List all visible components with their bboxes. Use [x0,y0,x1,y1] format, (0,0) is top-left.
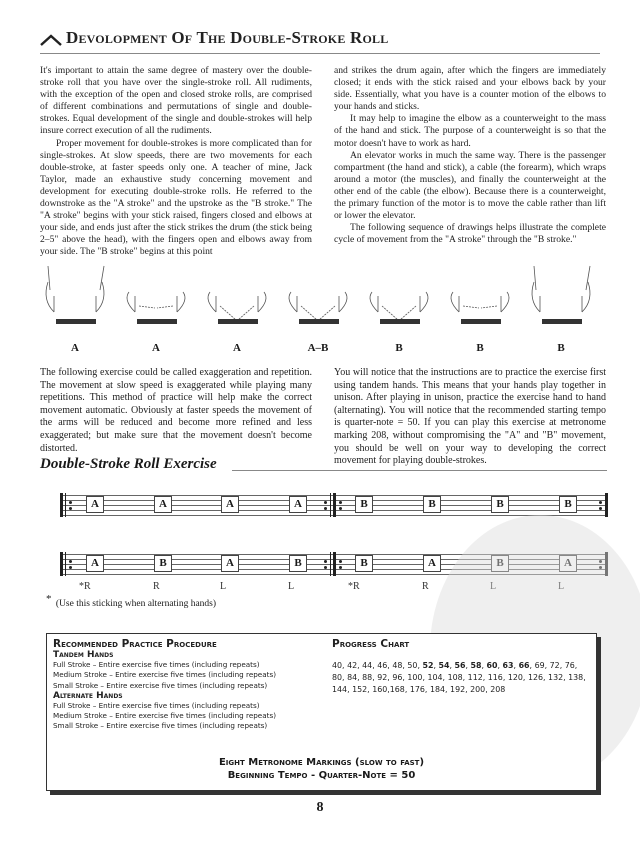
metronome-value: 48 [392,661,403,670]
drum-pad [542,319,582,324]
barline [330,493,331,517]
exercise-heading-rule [232,470,607,471]
tandem-item: Small Stroke – Entire exercise five times (including repeats) [53,680,268,690]
metronome-value: 52 [422,661,434,670]
stroke-label: A [233,342,241,354]
metronome-value: 138 [568,673,584,682]
repeat-dot [69,507,72,510]
arms-drawing-icon [40,262,110,322]
sticking-label: L [288,581,295,592]
intro-paragraph: The following sequence of drawings helps illustrate the complete cycle of movement from the "A stroke" through the "B stroke." [334,222,606,246]
stroke-figure [283,262,353,362]
metronome-value: 54 [438,661,450,670]
repeat-dot [339,501,342,504]
metronome-value: 76 [564,661,575,670]
metronome-value: 200 [470,685,486,694]
practice-procedure-box [46,633,597,791]
stroke-note: B [491,496,509,513]
metronome-summary [47,756,596,782]
page-title: Devolopment Of The Double-Stroke Roll [66,28,389,47]
stroke-label: B [395,342,403,354]
metronome-value: 144 [332,685,348,694]
drum-pad [380,319,420,324]
stroke-note: B [423,496,441,513]
exercise-intro-paragraph: You will notice that the instructions are to practice the exercise first using tandem hands. This means that your hands play together in unison. After playing in unison, practice the exercise hand to hand (alternating). You will notice that the recommended starting tempo is quarter-note = 50. If you can play this exercise at metronome marking 208, without compromising the "A" and "B" movement, you should be well on your way to developing the correct movement for playing double-strokes. [334,367,606,467]
metronome-markings-line: Eight Metronome Markings (slow to fast) [218,757,425,768]
stroke-label: B [476,342,484,354]
metronome-value: 60 [486,661,498,670]
barline [333,552,336,576]
metronome-value: 116 [487,673,503,682]
staff-tandem [60,493,608,517]
stroke-figure [445,262,515,362]
alternate-item: Medium Stroke – Entire exercise five times (including repeats) [53,711,277,721]
repeat-dot [599,560,602,563]
repeat-dot [324,560,327,563]
page-header [40,28,600,54]
alternate-item: Small Stroke – Entire exercise five times (including repeats) [53,721,268,731]
stroke-figure [202,262,272,362]
stroke-note: A [289,496,307,513]
arms-drawing-icon [526,262,596,322]
barline [60,493,63,517]
repeat-dot [339,507,342,510]
arms-drawing-icon [283,262,353,322]
metronome-value: 208 [490,685,506,694]
metronome-value: 120 [507,673,523,682]
stroke-note: A [154,496,172,513]
exercise-intro-paragraph: The following exercise could be called exaggeration and repetition. The movement at slow speed is exaggerated while playing many repetitions. This method of practice will help make the correct movement automatic. Obviously at faster speeds the movement of the arms will be reduced and become more refined and less exaggerated; but make sure that the movement doesn't become distorted. [40,367,312,454]
metronome-value: 42 [347,661,358,670]
stroke-note: B [355,555,373,572]
stroke-note: A [559,555,577,572]
barline [65,552,66,576]
metronome-value: 160 [372,685,388,694]
metronome-value: 58 [470,661,482,670]
tandem-hands-title: Tandem Hands [53,650,114,660]
staff-alternate [60,552,608,576]
barline [65,493,66,517]
intro-column-right [334,65,606,246]
arms-drawing-icon [121,262,191,322]
stroke-figure [121,262,191,362]
intro-column-left [40,65,312,259]
metronome-value: 46 [377,661,388,670]
exercise-intro-left [40,367,312,455]
stroke-note: A [221,555,239,572]
sticking-label: *R [79,581,91,592]
metronome-value: 96 [392,673,403,682]
repeat-dot [599,501,602,504]
repeat-dot [69,560,72,563]
drum-pad [137,319,177,324]
metronome-value: 132 [548,673,564,682]
metronome-value: 100 [407,673,423,682]
intro-paragraph: An elevator works in much the same way. There is the passenger compartment (the hand and stick), a cable (the forearm), which wraps around a motor (the muscles), and finally the counterweight at the other end of the cable (the elbow). Because there is a counterweight, the primary function of the motor is to move the cable rather than lift or lower the elevator. [334,149,606,222]
intro-paragraph: Proper movement for double-strokes is more complicated than for single-strokes. At slow speeds, there are two movements for each double-stroke, at faster speeds only one. A teacher of mine, Jack Taylor, made an exhaustive study concerning movement and development for executing double-stroke rolls. He referred to the downstroke as the "A stroke" and the upstroke as the "B stroke." The "A stroke" begins with your stick raised, fingers closed and elbows at your side, and ends just after the stick strikes the drum (the stick being 2–5" above the head), with the fingers open and elbows away from your side. The "B stroke" begins at this point [40,137,312,258]
tandem-item: Medium Stroke – Entire exercise five times (including repeats) [53,670,277,680]
practice-procedure [53,638,333,732]
intro-paragraph: and strikes the drum again, after which the fingers are immediately closed; it ends with the stick raised and your elbows back by your side. Essentially, what you have is a counter motion of the elbows to your hands and sticks. [334,65,606,113]
footnote [46,593,217,609]
page-number: 8 [316,800,324,815]
metronome-value: 168 [389,685,405,694]
repeat-dot [69,566,72,569]
repeat-dot [339,566,342,569]
progress-chart-title: Progress Chart [332,638,410,650]
stroke-note: A [423,555,441,572]
stroke-note: B [491,555,509,572]
repeat-dot [599,507,602,510]
metronome-value: 88 [362,673,373,682]
stroke-note: B [289,555,307,572]
metronome-value: 72 [549,661,560,670]
arms-drawing-icon [202,262,272,322]
chevron-up-icon [40,34,62,46]
repeat-dot [599,566,602,569]
arms-drawing-icon [445,262,515,322]
sticking-label: L [490,581,497,592]
repeat-dot [339,560,342,563]
stroke-label: A [152,342,160,354]
barline [330,552,331,576]
stroke-label: B [557,342,565,354]
metronome-value: 152 [352,685,368,694]
stroke-note: A [86,555,104,572]
metronome-value: 176 [409,685,425,694]
intro-paragraph: It may help to imagine the elbow as a counterweight to the mass of the hand and stick. The purpose of a counterweight is so that the motor doesn't have to work as hard. [334,113,606,149]
metronome-value: 69 [534,661,545,670]
metronome-value: 80 [332,673,343,682]
footnote-asterisk: * [46,593,52,605]
exercise-intro-right [334,367,606,468]
exercise-heading: Double-Stroke Roll Exercise [40,456,217,472]
repeat-dot [324,566,327,569]
metronome-value: 184 [429,685,446,694]
stroke-figure [40,262,110,362]
stroke-figure [526,262,596,362]
metronome-value: 40 [332,661,343,670]
metronome-value: 104 [427,673,443,682]
repeat-dot [324,501,327,504]
beginning-tempo-line: Beginning Tempo - Quarter-Note = 50 [227,770,416,781]
metronome-value: 108 [447,673,463,682]
footnote-text: (Use this sticking when alternating hands) [55,599,217,609]
progress-chart [332,638,592,696]
barline [605,552,608,576]
sticking-label: *R [348,581,360,592]
stroke-label: A [71,342,79,354]
metronome-value: 112 [467,673,483,682]
barline [605,493,608,517]
header-rule [40,53,600,54]
stroke-note: B [559,496,577,513]
metronome-value: 63 [502,661,514,670]
metronome-value: 66 [518,661,530,670]
sticking-label: L [220,581,227,592]
metronome-value: 126 [527,673,544,682]
alternate-item: Full Stroke – Entire exercise five times (including repeats) [53,700,260,710]
metronome-value: 44 [362,661,373,670]
arms-drawing-icon [364,262,434,322]
metronome-value: 84 [347,673,358,682]
drum-pad [299,319,339,324]
tandem-item: Full Stroke – Entire exercise five times (including repeats) [53,660,260,669]
procedure-title: Recommended Practice Procedure [53,638,217,650]
repeat-dot [69,501,72,504]
metronome-value: 56 [454,661,466,670]
alternate-hands-title: Alternate Hands [53,690,123,701]
drum-pad [461,319,501,324]
stroke-illustration-sequence [40,262,600,362]
metronome-value: 92 [377,673,388,682]
stroke-note: B [355,496,373,513]
barline [60,552,63,576]
progress-values: 40, 42, 44, 46, 48, 50, 52, 54, 56, 58, 60, 63, 66, 69, 72, 76, 80, 84, 88, 92, 96, 100, 104, 108, 112, 116, 120, 126, 132, 138, 144, 152, 160,168, 176, 184, 192, 200, 208 [332,661,586,694]
sticking-label: L [558,581,565,592]
sticking-label: R [422,581,429,592]
repeat-dot [324,507,327,510]
drum-pad [56,319,96,324]
intro-paragraph: It's important to attain the same degree of mastery over the double-stroke roll that you have over the single-stroke roll. All rudiments, with the exception of the open and closed stroke rolls, are comprised of different combinations and permutations of single and double-strokes. Equal development of the single and double-strokes will help insure correct execution of all the rudiments. [40,65,312,137]
stroke-note: A [86,496,104,513]
stroke-note: B [154,555,172,572]
metronome-value: 192 [450,685,466,694]
drum-pad [218,319,258,324]
stroke-label: A–B [307,342,329,354]
metronome-value: 50 [407,661,418,670]
stroke-note: A [221,496,239,513]
sticking-label: R [153,581,160,592]
stroke-figure [364,262,434,362]
barline [333,493,336,517]
